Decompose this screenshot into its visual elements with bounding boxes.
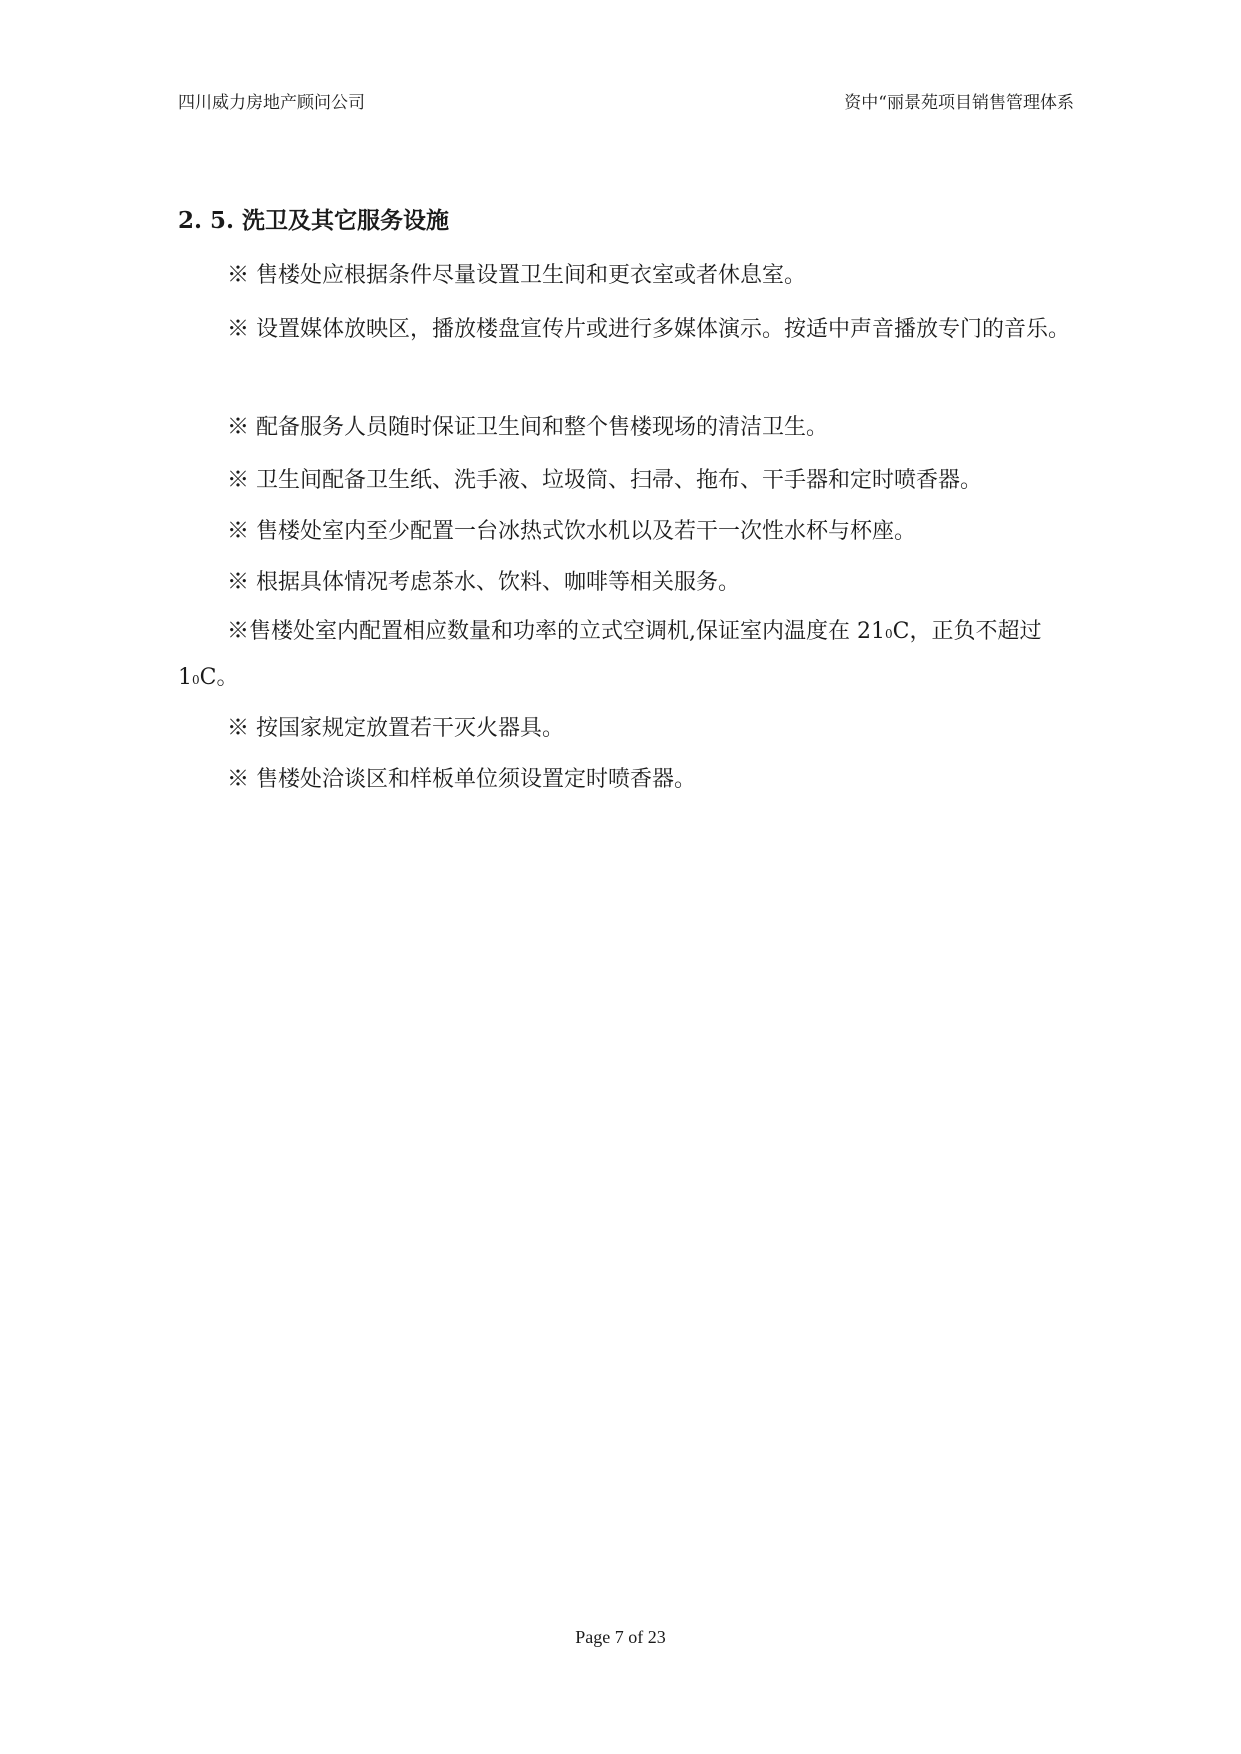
paragraph-media-area: ※ 设置媒体放映区，播放楼盘宣传片或进行多媒体演示。按适中声音播放专门的音乐。 (227, 317, 1070, 342)
paragraph-cleaning-staff: ※ 配备服务人员随时保证卫生间和整个售楼现场的清洁卫生。 (227, 415, 828, 440)
section-heading: 2. 5. 洗卫及其它服务设施 (178, 207, 450, 234)
paragraph-water-dispenser: ※ 售楼处室内至少配置一台冰热式饮水机以及若干一次性水杯与杯座。 (227, 519, 916, 544)
paragraph-restroom: ※ 售楼处应根据条件尽量设置卫生间和更衣室或者休息室。 (227, 263, 806, 288)
paragraph-air-freshener: ※ 售楼处洽谈区和样板单位须设置定时喷香器。 (227, 767, 696, 792)
paragraph-air-conditioning (178, 609, 1078, 701)
degree-superscript: 0 (884, 627, 893, 641)
degree-superscript: 0 (192, 673, 200, 687)
paragraph-restroom-supplies: ※ 卫生间配备卫生纸、洗手液、垃圾筒、扫帚、拖布、干手器和定时喷香器。 (227, 468, 982, 493)
paragraph-beverages: ※ 根据具体情况考虑茶水、饮料、咖啡等相关服务。 (227, 570, 740, 595)
paragraph-fire-extinguishers: ※ 按国家规定放置若干灭火器具。 (227, 716, 564, 741)
header-document-title: 资中“丽景苑项目销售管理体系 (844, 93, 1074, 113)
header-company-name: 四川威力房地产顾问公司 (178, 93, 365, 113)
page-header (178, 88, 1074, 118)
ac-text-part3: C。 (199, 665, 239, 690)
ac-text-part1: ※售楼处室内配置相应数量和功率的立式空调机,保证室内温度在 21 (227, 619, 885, 644)
page-number: Page 7 of 23 (575, 1627, 666, 1647)
ac-text-part2: C，正负不超过 1 (178, 619, 1042, 690)
